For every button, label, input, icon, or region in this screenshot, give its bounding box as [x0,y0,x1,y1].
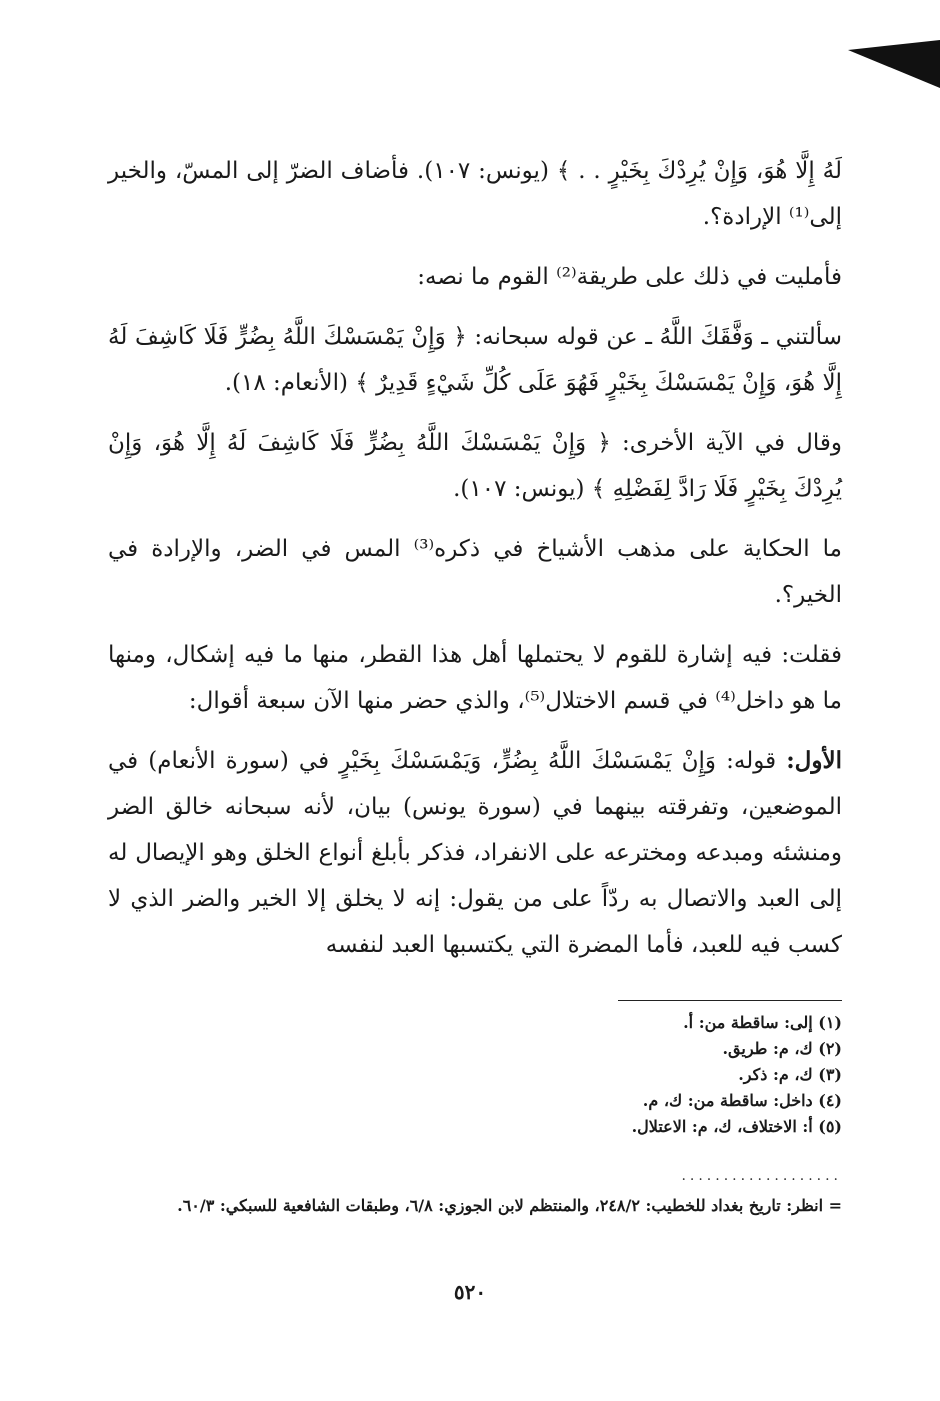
footnotes [108,1010,842,1140]
footnote-3: (٣) ك، م: ذكر. [738,1065,842,1084]
paragraph-4 [108,420,842,512]
footnote-2: (٢) ك، م: طريق. [722,1039,842,1058]
paragraph-3-text: سألتني ـ وَفَّقَكَ اللَّهُ ـ عن قوله سبحانه: ﴿ وَإِنْ يَمْسَسْكَ اللَّهُ بِضُرٍّ فَلَا كَاشِفَ لَهُ إِلَّا هُوَ، وَإِنْ يَمْسَسْكَ بِخَيْرٍ فَهُوَ عَلَى كُلِّ شَيْءٍ قَدِيرٌ ﴾ (الأنعام: ١٨). [108,324,842,396]
paragraph-5 [108,526,842,618]
paragraph-7-text: قوله: وَإِنْ يَمْسَسْكَ اللَّهُ بِضُرٍّ، وَيَمْسَسْكَ بِخَيْرٍ في (سورة الأنعام) في الموضعين، وتفرقته بينهما في (سورة يونس) بيان، لأنه سبحانه خالق الضر ومنشئه ومبدعه ومخترعه على الانفراد، فذكر بأبلغ أنواع الخلق وهو الإيصال له إلى العبد والاتصال به ردّاً على من يقول: إنه لا يخلق إلا الخير والضر الذي لا كسب فيه للعبد، فأما المضرة التي يكتسبها العبد لنفسه [108,748,842,958]
paragraph-5-text: ما الحكاية على مذهب الأشياخ في ذكره⁽³⁾ المس في الضر، والإرادة في الخير؟. [108,536,842,608]
paragraph-1 [108,148,842,240]
paragraph-1-text: لَهُ إِلَّا هُوَ، وَإِنْ يُرِدْكَ بِخَيْرٍ . . ﴾ (يونس: ١٠٧). فأضاف الضرّ إلى المسّ، والخير إلى⁽¹⁾ الإرادة؟. [108,158,842,230]
paragraph-7 [108,738,842,968]
main-text [108,148,842,982]
paragraph-2-text: فأمليت في ذلك على طريقة⁽²⁾ القوم ما نصه: [417,264,842,290]
footnote-5: (٥) أ: الاختلاف، ك، م: الاعتلال. [631,1117,842,1136]
paragraph-6 [108,632,842,724]
footnotes-divider [618,1000,842,1001]
paragraph-6-text: فقلت: فيه إشارة للقوم لا يحتملها أهل هذا القطر، منها ما فيه إشكال، ومنها ما هو داخل⁽⁴⁾ في قسم الاختلال⁽⁵⁾، والذي حضر منها الآن سبعة أقوال: [108,642,842,714]
continuation-note: = انظر: تاريخ بغداد للخطيب: ٢٤٨/٢، والمنتظم لابن الجوزي: ٦/٨، وطبقات الشافعية للسبكي: ٦٠/٣. [177,1196,842,1215]
corner-tab-mark [848,40,940,88]
paragraph-7-lead: الأول: [786,747,843,774]
footnote-separator-dots: ................... [681,1168,842,1184]
paragraph-3 [108,314,842,406]
paragraph-4-text: وقال في الآية الأخرى: ﴿ وَإِنْ يَمْسَسْكَ اللَّهُ بِضُرٍّ فَلَا كَاشِفَ لَهُ إِلَّا هُوَ، وَإِنْ يُرِدْكَ بِخَيْرٍ فَلَا رَادَّ لِفَضْلِهِ ﴾ (يونس: ١٠٧). [108,430,842,502]
footnote-1: (١) إلى: ساقطة من: أ. [683,1013,842,1032]
footnote-4: (٤) داخل: ساقطة من: ك، م. [642,1091,842,1110]
paragraph-2 [108,254,842,300]
page-number: ٥٢٠ [453,1280,487,1304]
